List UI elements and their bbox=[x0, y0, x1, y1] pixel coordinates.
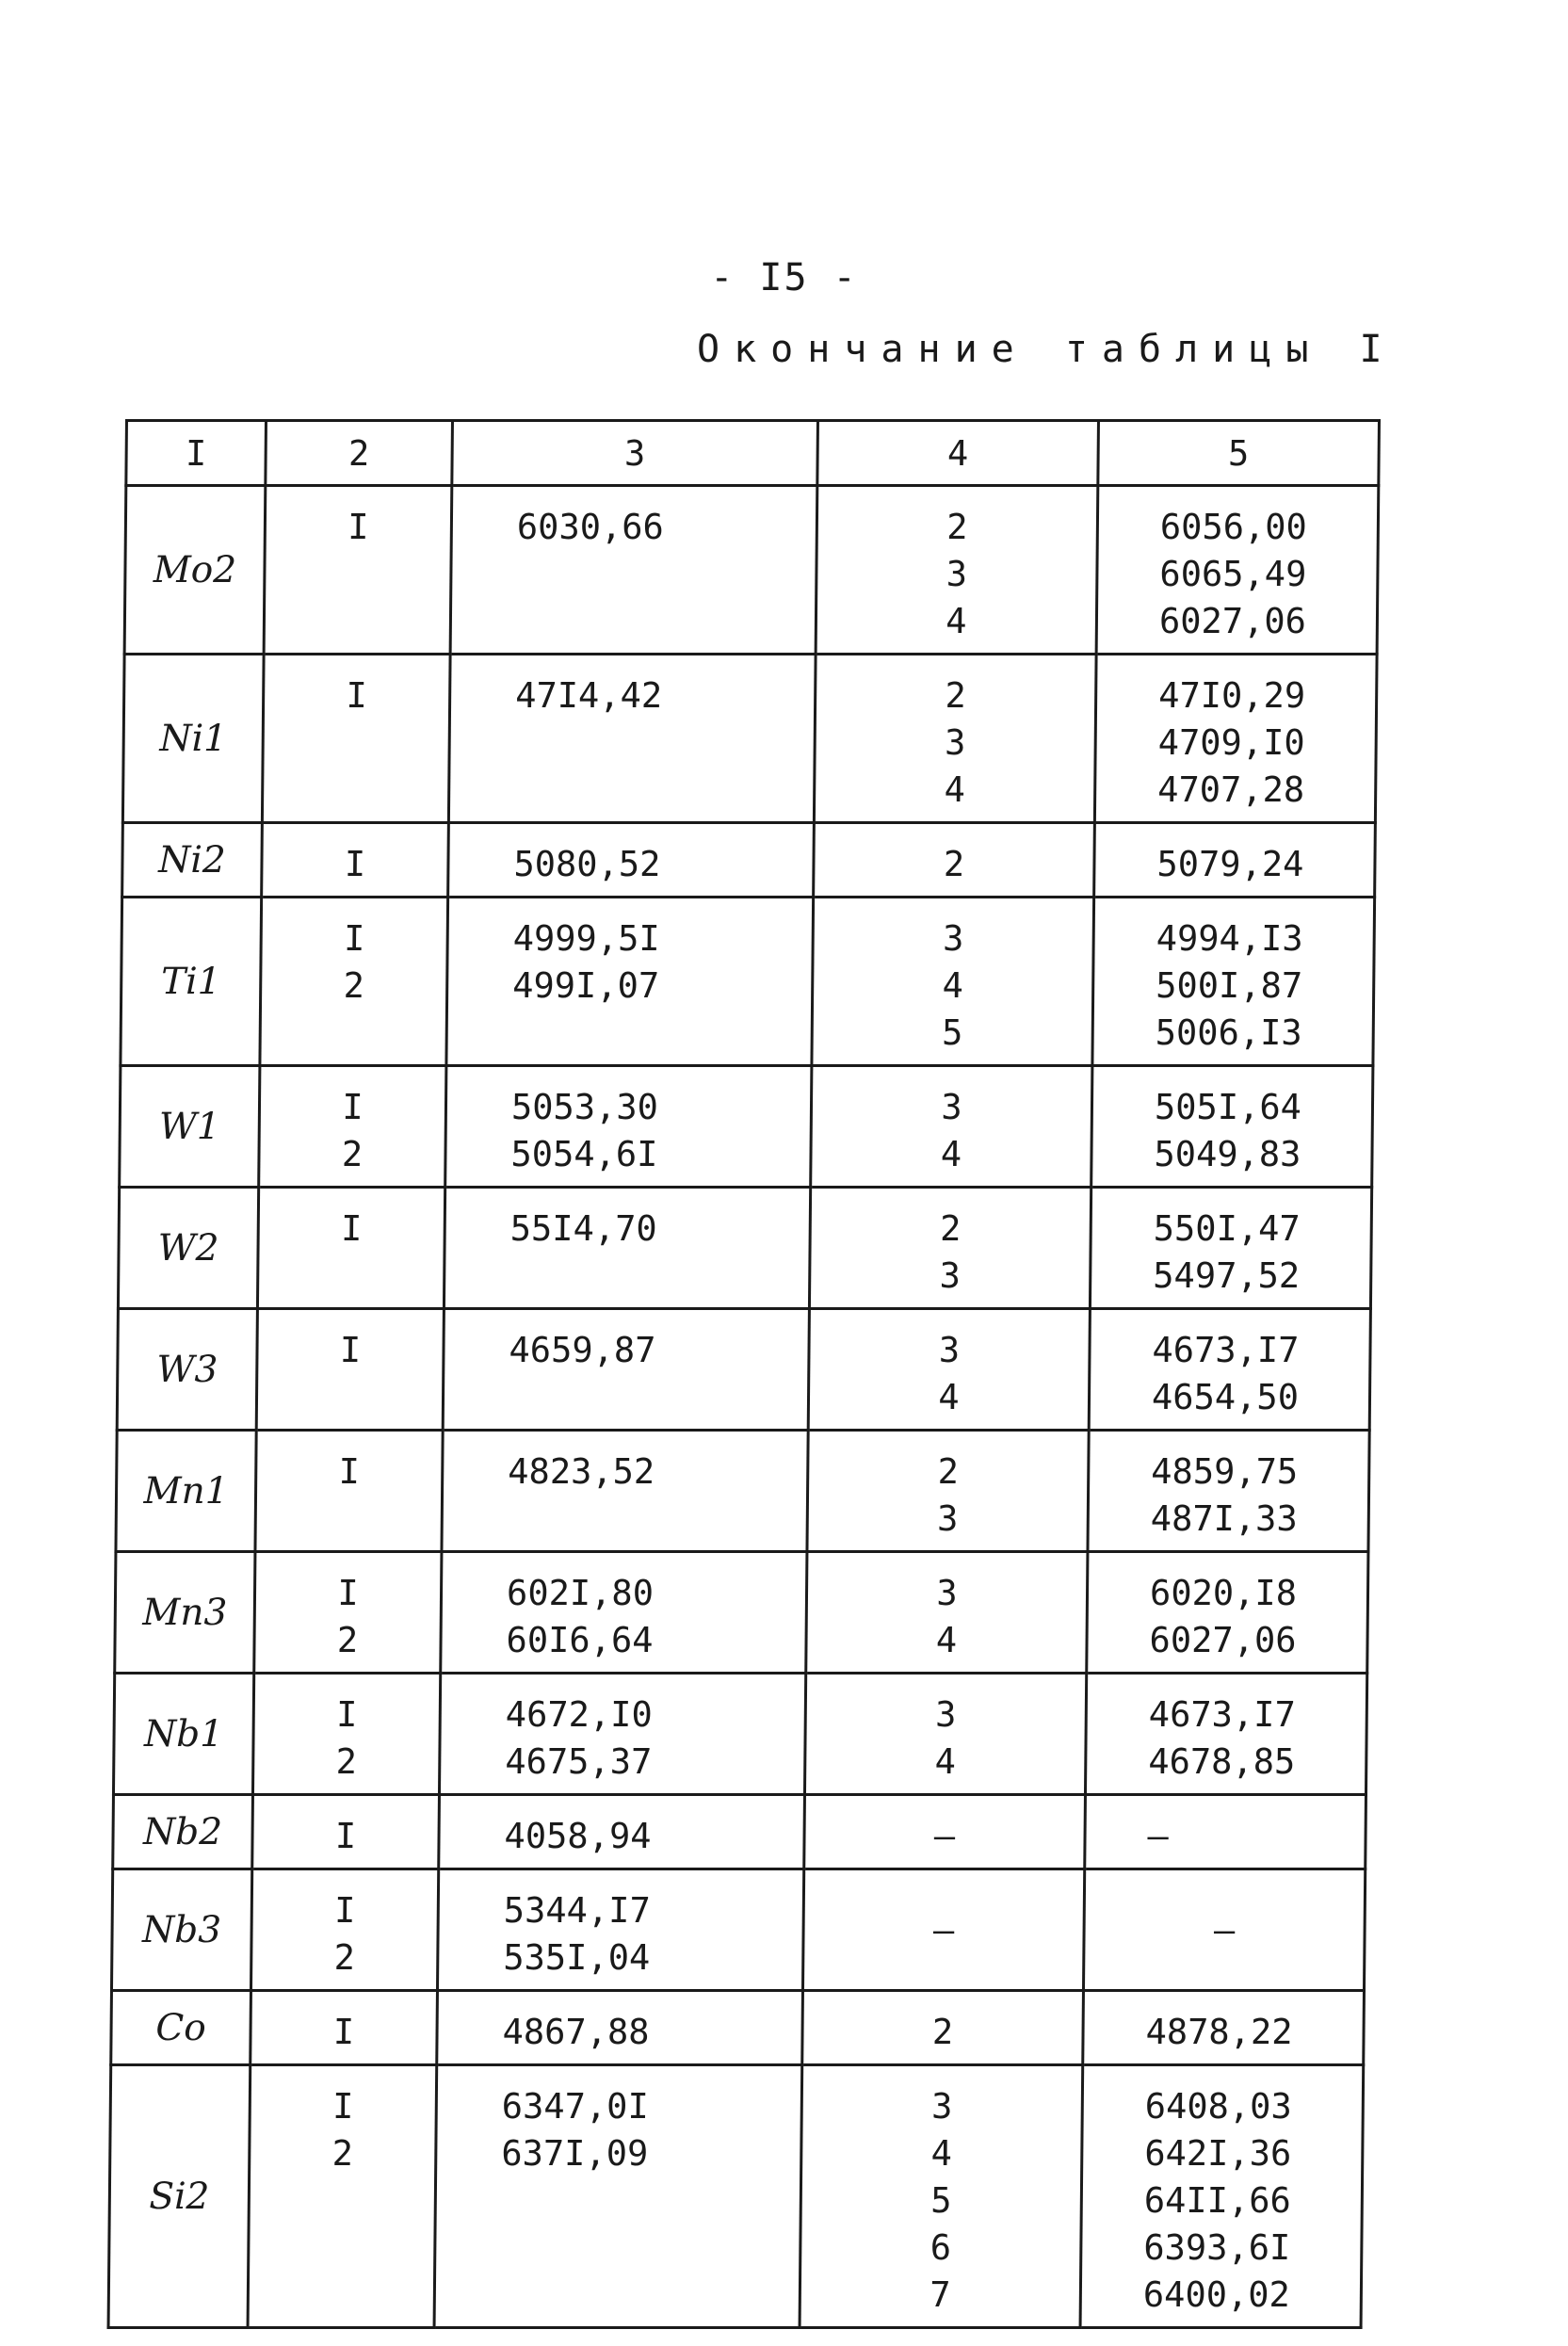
col5-cell bbox=[1085, 1795, 1366, 1869]
cell-value: 6030,66 bbox=[516, 507, 665, 547]
cell-value: 2 bbox=[336, 1620, 359, 1660]
cell-value: 2 bbox=[939, 1208, 962, 1249]
cell-value: — bbox=[1147, 1816, 1170, 1856]
cell-value: 535I,04 bbox=[503, 1937, 651, 1978]
cell-value: 6 bbox=[929, 2227, 952, 2268]
element-name-cell: Si2 bbox=[108, 2065, 251, 2328]
cell-value: 5497,52 bbox=[1153, 1255, 1301, 1296]
column-header: 3 bbox=[452, 421, 818, 486]
cell-value: 2 bbox=[341, 1134, 364, 1174]
col4-cell bbox=[814, 823, 1095, 898]
cell-value: 4673,I7 bbox=[1152, 1330, 1300, 1370]
col4-cell bbox=[809, 1188, 1091, 1309]
element-name-cell: Ni2 bbox=[122, 823, 263, 898]
cell-value: 4 bbox=[944, 769, 966, 810]
col2-cell bbox=[251, 1869, 438, 1991]
cell-value: I bbox=[332, 2012, 355, 2052]
table-row bbox=[120, 1066, 1373, 1188]
cell-value: 500I,87 bbox=[1156, 965, 1303, 1006]
table-row bbox=[111, 1869, 1365, 1991]
cell-value: 4673,I7 bbox=[1148, 1694, 1296, 1735]
element-name-cell: Nb3 bbox=[111, 1869, 251, 1991]
col4-cell bbox=[812, 898, 1094, 1066]
cell-value: 4 bbox=[946, 601, 967, 641]
table-row bbox=[117, 1309, 1370, 1431]
element-name-cell: W2 bbox=[118, 1188, 258, 1309]
cell-value: 5080,52 bbox=[513, 844, 661, 884]
cell-value: 487I,33 bbox=[1150, 1498, 1298, 1539]
column-header: 4 bbox=[817, 421, 1099, 486]
cell-value: 2 bbox=[946, 507, 968, 547]
col2-cell bbox=[255, 1431, 443, 1552]
column-header: I bbox=[126, 421, 267, 486]
col3-cell bbox=[446, 898, 814, 1066]
cell-value: 2 bbox=[931, 2012, 954, 2052]
cell-value: 60I6,64 bbox=[506, 1620, 654, 1660]
cell-value: 4675,37 bbox=[505, 1741, 653, 1782]
cell-value: 3 bbox=[941, 1087, 962, 1127]
cell-value: 55I4,70 bbox=[509, 1208, 657, 1249]
cell-value: I bbox=[338, 1451, 361, 1492]
cell-value: I bbox=[342, 1087, 364, 1127]
element-name-cell: Nb1 bbox=[113, 1674, 253, 1795]
cell-value: 6020,I8 bbox=[1149, 1573, 1298, 1613]
cell-value: 5054,6I bbox=[510, 1134, 658, 1174]
cell-value: 6408,03 bbox=[1144, 2086, 1292, 2127]
table-row bbox=[122, 823, 1376, 898]
cell-value: 6027,06 bbox=[1149, 1620, 1297, 1660]
cell-value: 5053,30 bbox=[510, 1087, 659, 1127]
col5-cell bbox=[1089, 1309, 1370, 1431]
col3-cell bbox=[434, 2065, 802, 2328]
col2-cell bbox=[252, 1674, 440, 1795]
col4-cell bbox=[814, 655, 1096, 823]
cell-value: 4678,85 bbox=[1148, 1741, 1296, 1782]
cell-value: I bbox=[331, 2086, 354, 2127]
cell-value: 602I,80 bbox=[506, 1573, 655, 1613]
cell-value: 4 bbox=[942, 965, 964, 1006]
col2-cell bbox=[262, 823, 449, 898]
table-row bbox=[113, 1674, 1366, 1795]
cell-value: 2 bbox=[343, 965, 365, 1006]
cell-value: 3 bbox=[942, 918, 964, 959]
table-body bbox=[108, 486, 1379, 2328]
table-row bbox=[111, 1991, 1365, 2065]
table-caption: Окончание таблицы I bbox=[697, 328, 1397, 371]
cell-value: 64II,66 bbox=[1143, 2180, 1291, 2221]
cell-value: 3 bbox=[944, 722, 966, 763]
col3-cell bbox=[439, 1795, 805, 1869]
col3-cell bbox=[450, 486, 817, 655]
col2-cell bbox=[251, 1991, 438, 2065]
col4-cell bbox=[808, 1309, 1090, 1431]
cell-value: 47I0,29 bbox=[1157, 675, 1306, 716]
col3-cell bbox=[439, 1674, 805, 1795]
cell-value: 47I4,42 bbox=[514, 675, 663, 716]
col4-cell bbox=[800, 2065, 1083, 2328]
cell-value: 4878,22 bbox=[1145, 2012, 1293, 2052]
cell-value: 499I,07 bbox=[512, 965, 660, 1006]
header-row bbox=[126, 421, 1380, 486]
col3-cell bbox=[448, 655, 816, 823]
col2-cell bbox=[256, 1309, 444, 1431]
col2-cell bbox=[248, 2065, 437, 2328]
col5-cell bbox=[1088, 1431, 1369, 1552]
table-row bbox=[122, 655, 1377, 823]
cell-value: 4058,94 bbox=[504, 1816, 652, 1856]
col5-cell bbox=[1092, 898, 1375, 1066]
element-name-cell: W3 bbox=[117, 1309, 257, 1431]
cell-value: 637I,09 bbox=[501, 2133, 649, 2174]
table-row bbox=[118, 1188, 1371, 1309]
col5-cell bbox=[1083, 1869, 1365, 1991]
col5-cell bbox=[1094, 655, 1377, 823]
dash-value: — bbox=[932, 1909, 955, 1950]
page-number: - I5 - bbox=[710, 256, 858, 299]
cell-value: 4 bbox=[938, 1377, 960, 1417]
cell-value: I bbox=[333, 1890, 356, 1931]
dash-value: — bbox=[1213, 1909, 1236, 1950]
cell-value: 6393,6I bbox=[1143, 2227, 1291, 2268]
cell-value: 6065,49 bbox=[1159, 554, 1307, 594]
cell-value: 6347,0I bbox=[501, 2086, 649, 2127]
col3-cell bbox=[442, 1431, 808, 1552]
col2-cell bbox=[259, 1066, 446, 1188]
col2-cell bbox=[262, 655, 450, 823]
cell-value: 4709,I0 bbox=[1157, 722, 1305, 763]
column-header: 5 bbox=[1098, 421, 1380, 486]
cell-value: 4 bbox=[930, 2133, 953, 2174]
cell-value: 7 bbox=[929, 2274, 951, 2315]
cell-value: 4 bbox=[935, 1620, 958, 1660]
column-header: 2 bbox=[266, 421, 453, 486]
cell-value: 505I,64 bbox=[1154, 1087, 1302, 1127]
cell-value: I bbox=[335, 1694, 358, 1735]
cell-value: I bbox=[343, 918, 365, 959]
cell-value: 4 bbox=[934, 1741, 957, 1782]
cell-value: 3 bbox=[930, 2086, 953, 2127]
table-row bbox=[115, 1552, 1368, 1674]
cell-value: 6027,06 bbox=[1158, 601, 1307, 641]
col3-cell bbox=[437, 1991, 803, 2065]
cell-value: I bbox=[339, 1330, 362, 1370]
col2-cell bbox=[252, 1795, 440, 1869]
cell-value: 3 bbox=[946, 554, 968, 594]
cell-value: 550I,47 bbox=[1153, 1208, 1301, 1249]
cell-value: 3 bbox=[936, 1498, 959, 1539]
col2-cell bbox=[264, 486, 452, 655]
cell-value: 5 bbox=[941, 1012, 963, 1053]
col4-cell bbox=[816, 486, 1098, 655]
cell-value: 5079,24 bbox=[1156, 844, 1304, 884]
cell-value: I bbox=[337, 1573, 359, 1613]
cell-value: 5006,I3 bbox=[1155, 1012, 1302, 1053]
cell-value: 4659,87 bbox=[509, 1330, 656, 1370]
cell-value: I bbox=[348, 507, 369, 547]
cell-value: 5 bbox=[929, 2180, 952, 2221]
cell-value: 4 bbox=[940, 1134, 962, 1174]
col4-cell bbox=[807, 1431, 1089, 1552]
col3-cell bbox=[448, 823, 815, 898]
cell-value: 642I,36 bbox=[1144, 2133, 1292, 2174]
cell-value: 3 bbox=[938, 1330, 961, 1370]
col3-cell bbox=[445, 1066, 812, 1188]
cell-value: 4672,I0 bbox=[505, 1694, 653, 1735]
cell-value: 5344,I7 bbox=[503, 1890, 651, 1931]
element-name-cell: Mn3 bbox=[115, 1552, 255, 1674]
col3-cell bbox=[444, 1188, 810, 1309]
col4-cell bbox=[806, 1552, 1088, 1674]
col2-cell bbox=[257, 1188, 445, 1309]
col5-cell bbox=[1080, 2065, 1364, 2328]
col4-cell bbox=[802, 1991, 1084, 2065]
col2-cell bbox=[254, 1552, 442, 1674]
cell-value: — bbox=[933, 1816, 956, 1856]
cell-value: 6056,00 bbox=[1159, 507, 1308, 547]
cell-value: 2 bbox=[943, 844, 965, 884]
col5-cell bbox=[1087, 1552, 1368, 1674]
cell-value: 4654,50 bbox=[1151, 1377, 1300, 1417]
col4-cell bbox=[811, 1066, 1092, 1188]
table-row bbox=[113, 1795, 1366, 1869]
table-row bbox=[108, 2065, 1364, 2328]
col4-cell bbox=[802, 1869, 1084, 1991]
cell-value: 2 bbox=[333, 1937, 356, 1978]
col2-cell bbox=[260, 898, 448, 1066]
table-row bbox=[121, 898, 1375, 1066]
cell-value: 4867,88 bbox=[502, 2012, 650, 2052]
cell-value: 6400,02 bbox=[1142, 2274, 1291, 2315]
cell-value: 4823,52 bbox=[508, 1451, 655, 1492]
cell-value: I bbox=[340, 1208, 363, 1249]
cell-value: 2 bbox=[937, 1451, 960, 1492]
element-name-cell: Mn1 bbox=[116, 1431, 256, 1552]
cell-value: 4707,28 bbox=[1157, 769, 1305, 810]
cell-value: 5049,83 bbox=[1154, 1134, 1301, 1174]
element-name-cell: W1 bbox=[120, 1066, 260, 1188]
cell-value: 3 bbox=[939, 1255, 962, 1296]
col5-cell bbox=[1090, 1188, 1371, 1309]
cell-value: 3 bbox=[936, 1573, 958, 1613]
cell-value: I bbox=[344, 844, 366, 884]
col5-cell bbox=[1096, 486, 1379, 655]
element-name-cell: Ti1 bbox=[121, 898, 262, 1066]
cell-value: I bbox=[334, 1816, 357, 1856]
cell-value: I bbox=[346, 675, 368, 716]
cell-value: 4859,75 bbox=[1151, 1451, 1299, 1492]
col5-cell bbox=[1091, 1066, 1373, 1188]
col5-cell bbox=[1085, 1674, 1366, 1795]
col3-cell bbox=[443, 1309, 809, 1431]
col3-cell bbox=[437, 1869, 803, 1991]
col4-cell bbox=[804, 1674, 1086, 1795]
element-name-cell: Ni1 bbox=[122, 655, 264, 823]
cell-value: 4999,5I bbox=[512, 918, 660, 959]
cell-value: 2 bbox=[335, 1741, 358, 1782]
table-row bbox=[116, 1431, 1369, 1552]
cell-value: 4994,I3 bbox=[1156, 918, 1303, 959]
cell-value: 2 bbox=[331, 2133, 354, 2174]
col5-cell bbox=[1083, 1991, 1365, 2065]
cell-value: 2 bbox=[945, 675, 967, 716]
cell-value: 3 bbox=[934, 1694, 957, 1735]
element-name-cell: Co bbox=[111, 1991, 251, 2065]
col5-cell bbox=[1094, 823, 1376, 898]
element-name-cell: Mo2 bbox=[124, 486, 266, 655]
data-table bbox=[107, 419, 1381, 2329]
element-name-cell: Nb2 bbox=[113, 1795, 253, 1869]
col4-cell bbox=[804, 1795, 1086, 1869]
col3-cell bbox=[441, 1552, 807, 1674]
table-row bbox=[124, 486, 1379, 655]
